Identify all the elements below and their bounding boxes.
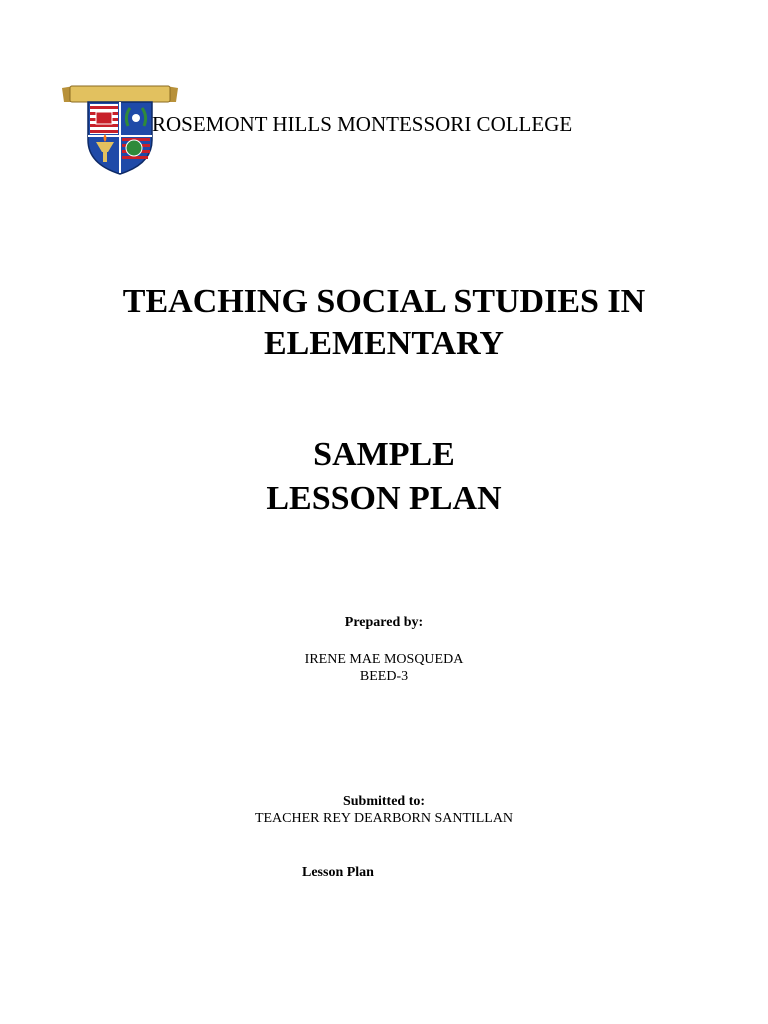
teacher-name: TEACHER REY DEARBORN SANTILLAN [254, 811, 514, 826]
author-section: BEED-3 [359, 669, 409, 684]
submitted-to-details [0, 793, 768, 827]
author-name: IRENE MAE MOSQUEDA [304, 652, 464, 667]
course-title-line-2: ELEMENTARY [264, 325, 504, 362]
school-name: ROSEMONT HILLS MONTESSORI COLLEGE [152, 112, 573, 136]
course-title-line-1: TEACHING SOCIAL STUDIES IN [122, 283, 646, 320]
prepared-by-details [0, 651, 768, 685]
document-title-line-1: SAMPLE [313, 436, 455, 473]
document-title-line-2: LESSON PLAN [266, 480, 502, 517]
submitted-to-label: Submitted to: [342, 794, 426, 809]
document-title [0, 433, 768, 521]
prepared-by-label: Prepared by: [344, 615, 424, 630]
course-title [0, 281, 768, 365]
lesson-plan-label: Lesson Plan [302, 865, 374, 880]
